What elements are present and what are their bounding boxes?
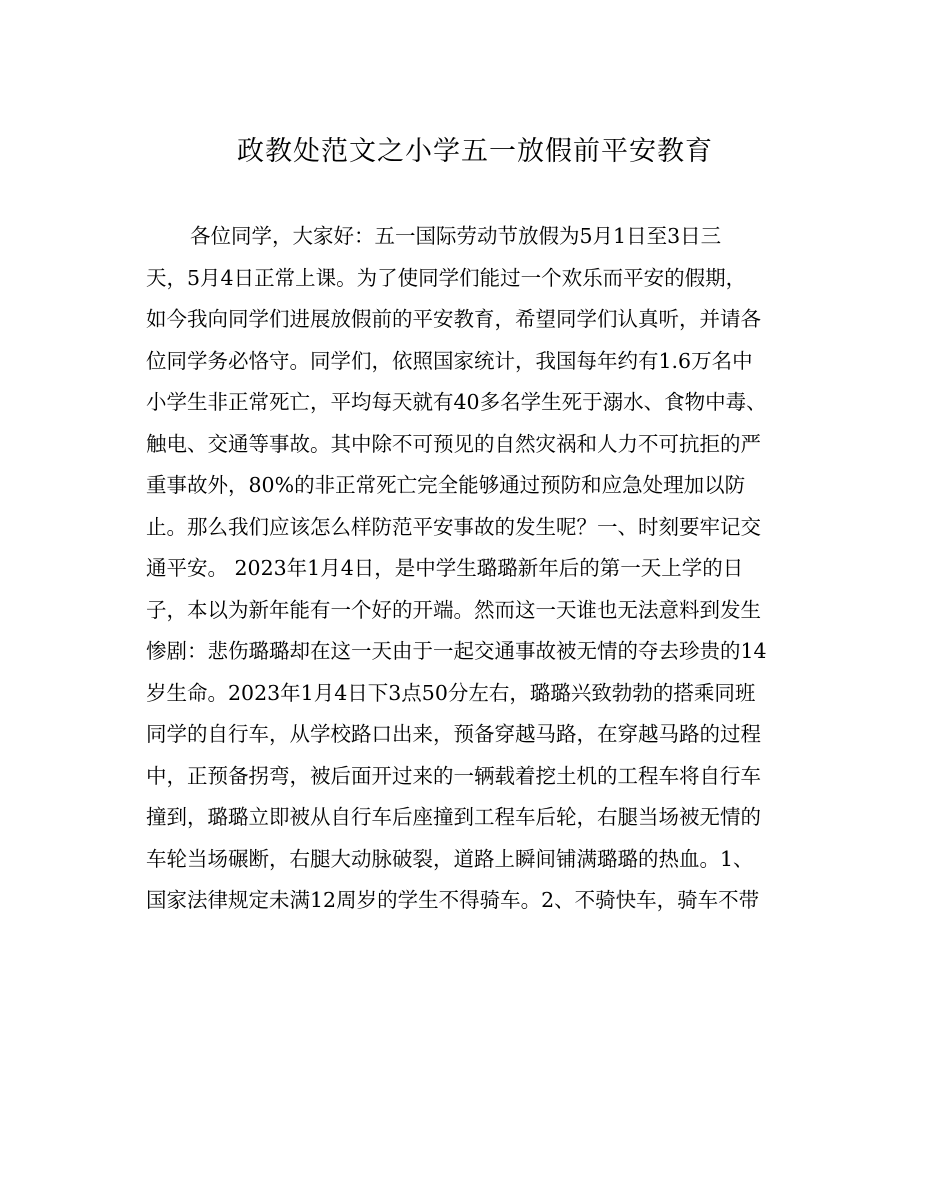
- body-line: 中，正预备拐弯，被后面开过来的一辆载着挖土机的工程车将自行车: [146, 763, 761, 788]
- body-line: 车轮当场碾断，右腿大动脉破裂，道路上瞬间铺满璐璐的热血。1、: [146, 846, 754, 871]
- body-line: 止。那么我们应该怎么样防范平安事故的发生呢？一、时刻要牢记交: [146, 514, 761, 539]
- body-line: 如今我向同学们进展放假前的平安教育，希望同学们认真听，并请各: [146, 307, 761, 331]
- body-line: 通平安。 2023年1月4日，是中学生璐璐新年后的第一天上学的日: [146, 556, 744, 580]
- body-line: 天，5月4日正常上课。为了使同学们能过一个欢乐而平安的假期，: [146, 265, 747, 290]
- body-line: 各位同学，大家好：五一国际劳动节放假为5月1日至3日三: [190, 224, 722, 248]
- body-line: 惨剧：悲伤璐璐却在这一天由于一起交通事故被无情的夺去珍贵的14: [146, 639, 767, 663]
- body-line: 岁生命。2023年1月4日下3点50分左右，璐璐兴致勃勃的搭乘同班: [146, 680, 756, 705]
- body-line: 位同学务必恪守。同学们，依照国家统计，我国每年约有1.6万名中: [146, 348, 753, 373]
- body-line: 同学的自行车，从学校路口出来，预备穿越马路，在穿越马路的过程: [146, 722, 761, 746]
- document-title: 政教处范文之小学五一放假前平安教育: [237, 136, 713, 167]
- body-line: 撞到，璐璐立即被从自行车后座撞到工程车后轮，右腿当场被无情的: [146, 805, 761, 829]
- body-line: 重事故外，80%的非正常死亡完全能够通过预防和应急处理加以防: [146, 473, 746, 497]
- body-line: 国家法律规定未满12周岁的学生不得骑车。2、不骑快车，骑车不带: [146, 888, 760, 912]
- body-line: 触电、交通等事故。其中除不可预见的自然灾祸和人力不可抗拒的严: [146, 431, 761, 456]
- body-line: 子，本以为新年能有一个好的开端。然而这一天谁也无法意料到发生: [146, 597, 761, 622]
- body-line: 小学生非正常死亡，平均每天就有40多名学生死于溺水、食物中毒、: [146, 390, 767, 414]
- document-body: [146, 216, 806, 922]
